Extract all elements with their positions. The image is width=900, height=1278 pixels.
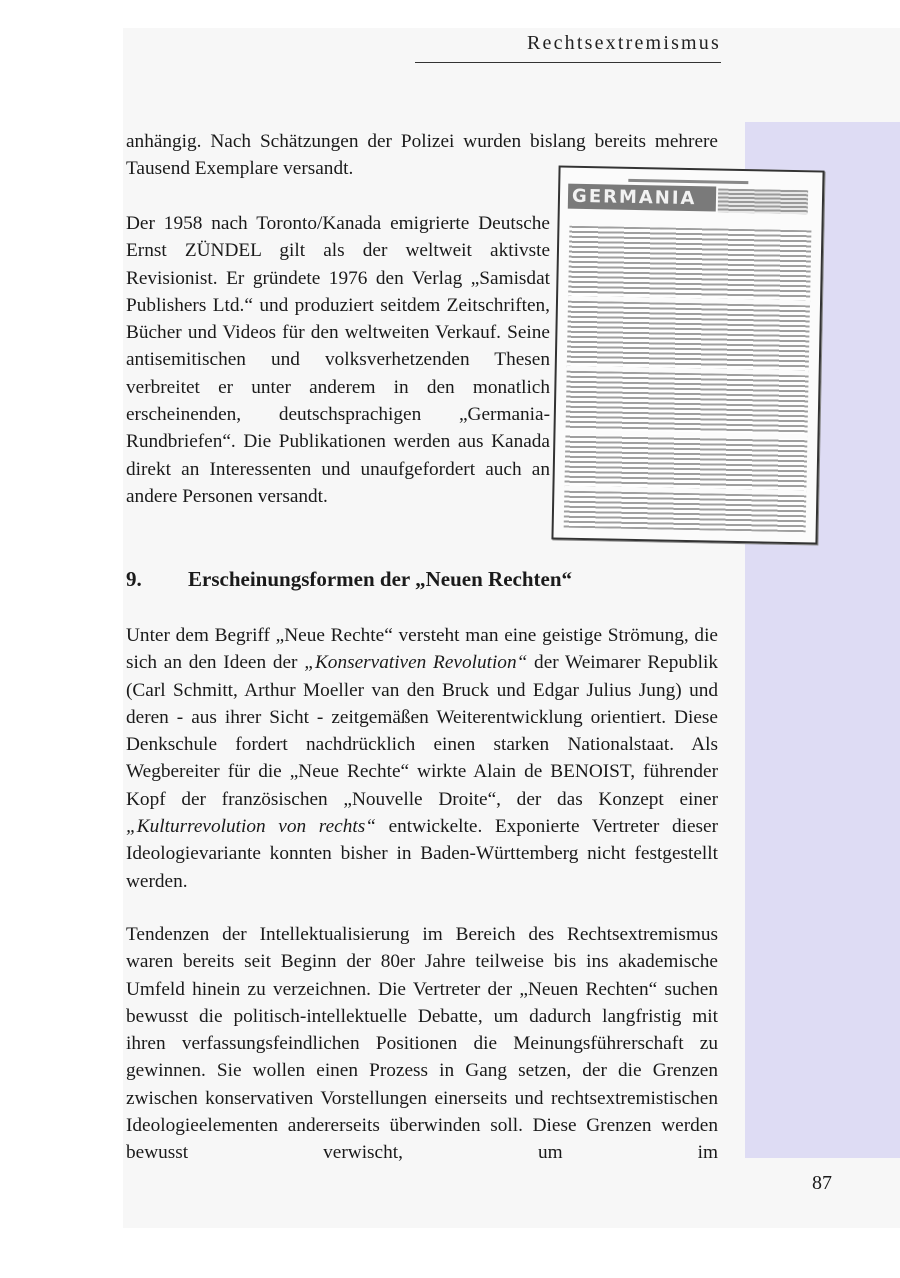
- section-heading: [126, 565, 572, 593]
- section-number: 9.: [126, 567, 142, 591]
- paragraph-4: [126, 921, 718, 1167]
- newsletter-top-rule: [628, 179, 748, 184]
- paragraph-3-text: [126, 622, 718, 895]
- section-title: Erscheinungsformen der „Neuen Rechten“: [188, 567, 573, 591]
- paragraph-2: [126, 210, 550, 510]
- page-number: 87: [812, 1172, 832, 1194]
- paragraph-3: [126, 622, 718, 895]
- paragraph-2-text: Der 1958 nach Toronto/Kanada emigrierte Deutsche Ernst ZÜNDEL gilt als der weltweit aktivste Revisionist. Er gründete 1976 den Verlag „Samisdat Publishers Ltd.“ und produziert seitdem Zeitschriften, Bücher und Videos für den weltweiten Verkauf. Seine antisemitischen und volksverhetzenden Thesen verbreitet er unter anderem in den monatlich erscheinenden, deutschsprachigen „Germania-Rundbriefen“. Die Publikationen werden aus Kanada direkt an Interessenten und unaufgefordert auch an andere Personen versandt.: [126, 213, 550, 507]
- paragraph-4-text: Tendenzen der Intellektualisierung im Bereich des Rechtsextremismus waren bereits seit Beginn der 80er Jahre teilweise bis ins akademische Umfeld hinein zu verzeichnen. Die Vertreter der „Neuen Rechten“ suchen bewusst die politisch-intellektuelle Debatte, um dadurch langfristig mit ihren verfassungsfeindlichen Positionen die Meinungsführerschaft zu gewinnen. Sie wollen einen Prozess in Gang setzen, der die Grenzen zwischen konservativen Vorstellungen einerseits und rechtsextremistischen Ideologieelementen andererseits überwinden soll. Diese Grenzen werden bewusst verwischt, um im: [126, 924, 718, 1164]
- paragraph-3-italic-1: „Konservativen Revolution“: [304, 652, 528, 674]
- paragraph-3-part-2: der Weimarer Republik (Carl Schmitt, Arthur Moeller van den Bruck und Edgar Julius Jung) und deren - aus ihrer Sicht - zeitgemäßen Weiterentwicklung orientiert. Diese Denkschule fordert nachdrücklich einen starken Nationalstaat. Als Wegbereiter für die „Neue Rechte“ wirkte Alain de BENOIST, führender Kopf der französischen „Nouvelle Droite“, der das Konzept einer: [126, 652, 719, 810]
- paragraph-1-text: anhängig. Nach Schätzungen der Polizei wurden bislang bereits mehrere Tausend Exemplare versandt.: [126, 131, 718, 180]
- paragraph-3-part-3: entwickelte. Exponierte Vertreter dieser Ideologievariante konnten bisher in Baden-Württemberg nicht festgestellt werden.: [126, 816, 718, 892]
- newsletter-masthead-side: [718, 189, 808, 215]
- paragraph-3-part-1: Unter dem Begriff „Neue Rechte“ versteht man eine geistige Strömung, die sich an den Ideen der: [126, 625, 718, 674]
- paragraph-3-italic-2: „Kulturrevolution von rechts“: [126, 816, 376, 838]
- running-title: Rechtsextremismus: [415, 30, 721, 63]
- newsletter-header: [568, 178, 809, 214]
- newsletter-masthead: GERMANIA: [568, 184, 716, 212]
- germania-newsletter-image: [551, 165, 824, 544]
